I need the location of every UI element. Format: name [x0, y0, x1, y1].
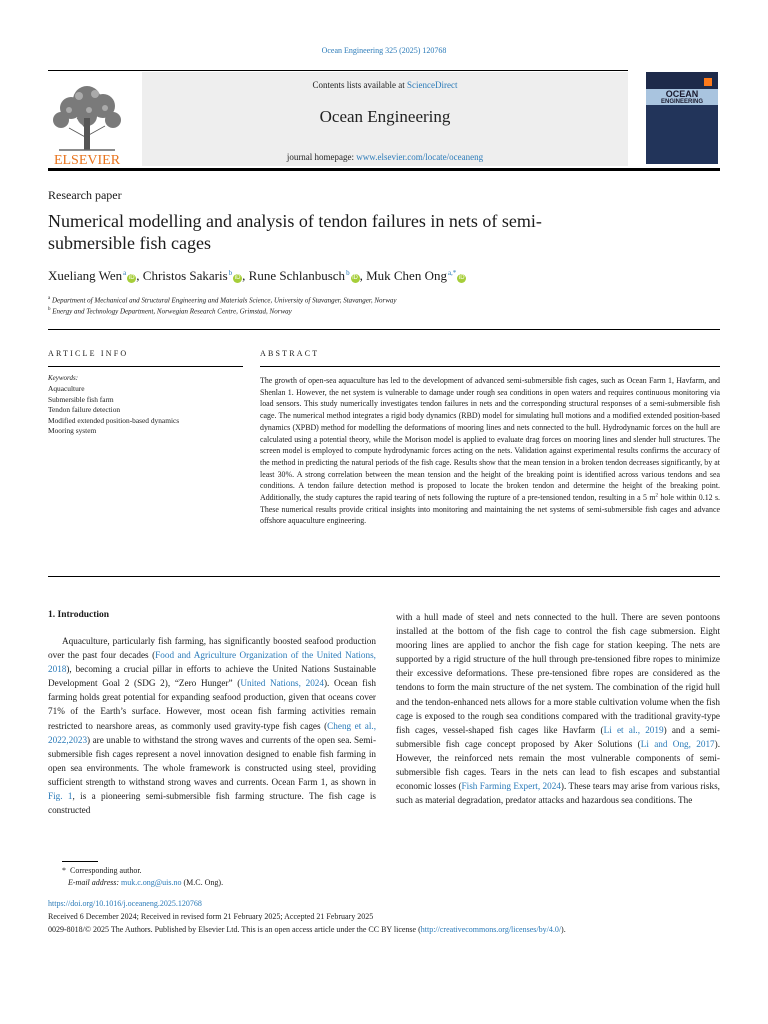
- header-top-rule: [48, 70, 628, 71]
- orcid-icon[interactable]: iD: [458, 275, 465, 281]
- journal-title: Ocean Engineering: [319, 107, 451, 126]
- body-text: ). These tears may arise from various risks, such as material degradation, predator attacks and hazardous sea conditions. The: [396, 781, 720, 806]
- author-affiliation-mark[interactable]: a: [123, 269, 127, 277]
- journal-homepage-link[interactable]: www.elsevier.com/locate/oceaneng: [356, 152, 484, 162]
- article-info-heading: ARTICLE INFO: [48, 349, 129, 358]
- citation-link[interactable]: Li and Ong, 2017: [640, 738, 715, 749]
- author-name[interactable]: Muk Chen Ong: [366, 268, 447, 283]
- orcid-icon[interactable]: iD: [128, 275, 135, 281]
- affiliation-mark: b: [48, 307, 51, 312]
- article-info-rule: [48, 366, 243, 367]
- citation-link[interactable]: United Nations, 2024: [240, 678, 324, 689]
- elsevier-tree-logo[interactable]: [47, 78, 127, 166]
- email-note: [62, 878, 223, 887]
- keyword: Submersible fish farm: [48, 394, 114, 404]
- author-affiliation-mark[interactable]: b: [228, 269, 233, 277]
- citation-link[interactable]: Cheng et al., 2022,2023: [48, 720, 377, 745]
- citation-link[interactable]: Fish Farming Expert, 2024: [461, 781, 561, 792]
- cover-accent-mark: [704, 78, 712, 86]
- orcid-icon[interactable]: iD: [234, 275, 241, 281]
- affiliation-mark: a: [48, 296, 51, 301]
- citation-link[interactable]: Li et al., 2019: [603, 724, 664, 735]
- license-line: [48, 925, 566, 934]
- abstract-body-end: hole within 0.12 s. These numerical results provide critical insights into monitoring and maintaining the net systems of semi-submersible fish cages and advance offshore aquaculture engineering.: [260, 493, 720, 526]
- body-text: ) are unable to withstand the strong waves and currents of the open sea. Semi-submersible fish cages represent a novel innovation designed to enable fish farming in open sea environments. The whole framework is constructed using steel, providing sufficient strength to withstand strong waves and currents. Ocean Farm 1, as shown in: [48, 734, 376, 787]
- keyword: Mooring system: [48, 426, 97, 436]
- abstract-body: The growth of open-sea aquaculture has led to the development of advanced semi-submersible fish cages, such as Ocean Farm 1, Havfarm, and Shenlan 1. However, the net system is vulnerable to damage under rough sea conditions in open waters and requires continuous monitoring via load sensors. This study numerically investigates tendon failures in nets and the corresponding structural responses of a semi-submersible fish cage. The numerical method integrates a rigid body dynamics (RBD) model for simulating hull motions and a modified extended position-based dynamics (XPBD) method for modelling the deformations of mooring lines and nets connected to the hull. Hydrodynamic forces on the hull are calculated using a potential theory, while the Morison model is applied to evaluate drag forces on mooring lines and slender hull structures. The screen model is employed to compute hydrodynamic forces acting on the nets. Validation against experimental results confirms the accuracy of the method in predicting the natural periods of the fish cage. Results show that the mean tension in a broken tendon decreases significantly, by at least 30%. A strong correlation between the mean tension and the height of the breaking point is identified across various tendons and sea conditions. A tendon failure detection method is proposed to locate the broken tendon and determine the height of the breaking point. Additionally, the study captures the rapid tearing of nets following the rupture of a pre-tensioned tendon, resulting in a 5 m: [260, 376, 720, 503]
- author-affiliation-mark[interactable]: b: [346, 269, 350, 277]
- abstract-rule: [260, 366, 720, 367]
- intro-left-column: [48, 634, 376, 817]
- corresponding-author-note: [62, 866, 142, 875]
- footnote-text: Corresponding author.: [70, 866, 142, 875]
- received-dates: Received 6 December 2024; Received in revised form 21 February 2025; Accepted 21 February 2025: [48, 912, 374, 921]
- email-label: E-mail address:: [68, 878, 120, 887]
- citation-link[interactable]: Food and Agriculture Organization of the United Nations, 2018: [48, 650, 376, 675]
- journal-cover[interactable]: [646, 72, 718, 164]
- journal-homepage-line: [142, 152, 628, 162]
- body-text: , is a pioneering semi-submersible fish farming structure. The fish cage is constructed: [48, 791, 376, 816]
- doi-link[interactable]: https://doi.org/10.1016/j.oceaneng.2025.120768: [48, 899, 202, 908]
- keyword: Modified extended position-based dynamics: [48, 415, 180, 425]
- header-bottom-rule: [48, 168, 720, 171]
- email-suffix: (M.C. Ong).: [181, 878, 224, 887]
- footnote-rule: [62, 861, 98, 862]
- journal-reference[interactable]: Ocean Engineering 325 (2025) 120768: [321, 46, 447, 55]
- footnote-mark: *: [62, 866, 66, 875]
- author-affiliation-mark[interactable]: a,*: [447, 269, 457, 277]
- article-type: Research paper: [48, 188, 122, 202]
- affiliation-rule: [48, 329, 720, 330]
- paper-title: Numerical modelling and analysis of tendon failures in nets of semi-submersible fish cages: [48, 211, 542, 253]
- author-name[interactable]: Rune Schlanbusch: [248, 268, 346, 283]
- body-text: ) and a semi-submersible fish cage concept proposed by Aker Solutions (: [396, 724, 720, 749]
- body-text: ). However, the reinforced nets remain the most vulnerable components of semi-submersible fish cages. Tears in the nets can lead to fish escapes and substantial economic losses (: [396, 738, 720, 792]
- affiliation-text: Department of Mechanical and Structural Engineering and Materials Science, University of Stavanger, Stavanger, Norway: [51, 296, 397, 305]
- license-link[interactable]: http://creativecommons.org/licenses/by/4.0/: [420, 925, 562, 934]
- citation-link[interactable]: Fig. 1: [48, 791, 73, 802]
- sciencedirect-link[interactable]: ScienceDirect: [407, 80, 458, 90]
- abstract-superscript: 2: [655, 493, 658, 499]
- abstract-bottom-rule: [48, 576, 720, 577]
- author-name[interactable]: Christos Sakaris: [142, 268, 228, 283]
- body-text: ). Ocean fish farming holds great potential for expanding seafood production, given that oceans cover 71% of the Earth’s surface. However, most ocean fish farming activities remain restricted to nearshore areas, as commonly used gravity-type fish cages (: [48, 678, 376, 731]
- elsevier-wordmark: ELSEVIER: [53, 153, 121, 166]
- orcid-icon[interactable]: iD: [352, 275, 358, 281]
- cover-title-line2: ENGINEERING: [646, 99, 718, 105]
- license-suffix: ).: [561, 925, 566, 934]
- contents-prefix: Contents lists available at: [312, 80, 407, 90]
- license-prefix: 0029-8018/© 2025 The Authors. Published by Elsevier Ltd. This is an open access article under the CC BY license (: [48, 925, 421, 934]
- cover-image-band: [646, 104, 718, 164]
- author-name[interactable]: Xueliang Wen: [48, 268, 123, 283]
- affiliation-a: [48, 296, 396, 304]
- cover-title-line1: OCEAN: [646, 89, 718, 99]
- abstract-text: [260, 375, 720, 527]
- keyword-list: [48, 384, 179, 437]
- contents-line: [142, 80, 628, 90]
- keyword: Tendon failure detection: [48, 405, 121, 415]
- intro-right-column: [396, 610, 720, 807]
- keywords-label: Keywords:: [48, 374, 79, 382]
- body-text: ), becoming a crucial pillar in efforts to achieve the United Nations Sustainable Development Goal 2 (SDG 2), “Zero Hunger” (: [48, 664, 376, 689]
- affiliation-b: [48, 307, 292, 315]
- email-link[interactable]: muk.c.ong@uis.no: [121, 878, 182, 887]
- abstract-heading: ABSTRACT: [260, 349, 320, 358]
- keyword: Aquaculture: [48, 384, 85, 393]
- body-text: Aquaculture, particularly fish farming, has significantly boosted seafood production over the past four decades (: [48, 636, 376, 661]
- author-list: Xueliang Wen$^a$iD , Christos Sakaris$^b$iD , Rune Schlanbusch$^b$iD , Muk Chen Ong$^{a,*}$iD: [48, 268, 465, 283]
- homepage-prefix: journal homepage:: [286, 152, 357, 162]
- affiliation-text: Energy and Technology Department, Norwegian Research Centre, Grimstad, Norway: [52, 307, 292, 316]
- body-text: with a hull made of steel and nets connected to the hull. There are seven pontoons installed at the bottom of the fish cage to control the fish cage submersion. Eight mooring lines are applied to anchor the fish cage for station keeping. The nets are supported by a rigid structure of the hull through pre-tensioned fibre ropes to minimize their excessive deformations. These pre-tensioned fibre ropes are considered as the tendons to form the main structure of the net system. The combination of the rigid hull and the tendon-enhanced nets allows for a more stable cultivation volume when the fish cage is exposed to the rough sea conditions compared with the traditional gravity-type fish cages, vessel-shaped fish cages like Havfarm (: [396, 612, 720, 735]
- section-heading-introduction: 1. Introduction: [48, 610, 110, 620]
